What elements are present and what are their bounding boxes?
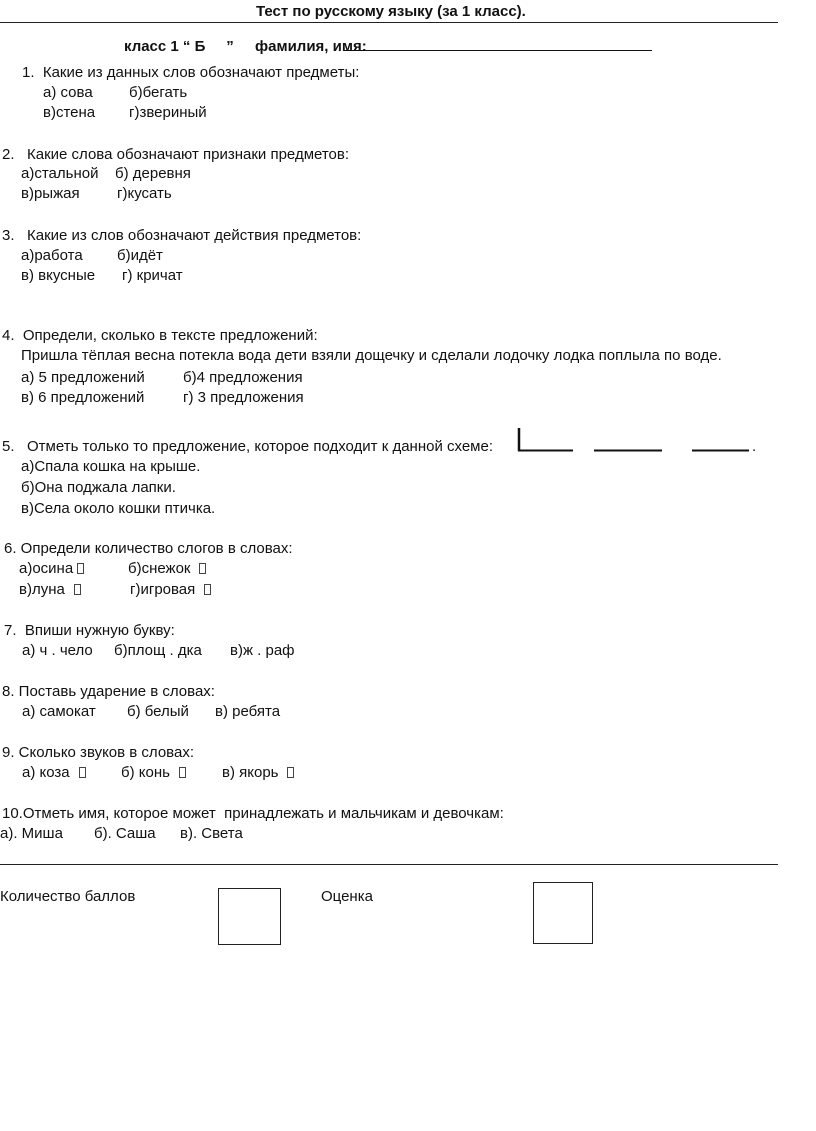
- q4-option-a[interactable]: а) 5 предложений: [21, 369, 145, 386]
- q9-option-b-label: б) конь: [121, 764, 170, 781]
- q5-option-b[interactable]: б)Она поджала лапки.: [21, 479, 176, 496]
- q10-option-c[interactable]: в). Света: [180, 825, 243, 842]
- q9-option-a-label: а) коза: [22, 764, 70, 781]
- q6-option-c-label: в)луна: [19, 581, 65, 598]
- q10-option-a[interactable]: а). Миша: [0, 825, 63, 842]
- q8-option-b[interactable]: б) белый: [127, 703, 189, 720]
- answer-box-icon: [204, 584, 211, 595]
- score-box[interactable]: [218, 888, 281, 945]
- answer-box-icon: [77, 563, 84, 574]
- q2-option-d[interactable]: г)кусать: [117, 185, 172, 202]
- answer-box-icon: [79, 767, 86, 778]
- q5-option-a[interactable]: а)Спала кошка на крыше.: [21, 458, 201, 475]
- q3-option-c[interactable]: в) вкусные: [21, 267, 96, 284]
- q6-option-d[interactable]: [130, 581, 211, 599]
- q4-option-c[interactable]: в) 6 предложений: [21, 389, 145, 406]
- q2-option-b[interactable]: б) деревня: [115, 165, 191, 182]
- q2-option-a[interactable]: а)стальной: [21, 165, 99, 182]
- q6-option-d-label: г)игровая: [130, 581, 196, 598]
- page-title: Тест по русскому языку (за 1 класс).: [256, 3, 526, 20]
- q9-option-b[interactable]: [121, 764, 186, 782]
- q6-option-a[interactable]: [19, 560, 84, 578]
- grade-label: Оценка: [321, 888, 373, 905]
- q7-option-a[interactable]: а) ч . чело: [22, 642, 93, 659]
- q4-option-d[interactable]: г) 3 предложения: [183, 389, 304, 406]
- q6-option-b-label: б)снежок: [128, 560, 191, 577]
- header-divider: [0, 22, 778, 23]
- question-5: 5. Отметь только то предложение, которое подходит к данной схеме:: [2, 438, 493, 455]
- q8-option-c[interactable]: в) ребята: [215, 703, 281, 720]
- q1-option-c[interactable]: в)стена: [43, 104, 96, 121]
- q2-option-c[interactable]: в)рыжая: [21, 185, 80, 202]
- q9-option-c-label: в) якорь: [222, 764, 279, 781]
- question-1: 1. Какие из данных слов обозначают предметы:: [22, 64, 360, 81]
- q1-option-a[interactable]: а) сова: [43, 84, 93, 101]
- answer-box-icon: [199, 563, 206, 574]
- q3-option-b[interactable]: б)идёт: [117, 247, 163, 264]
- question-7: 7. Впиши нужную букву:: [4, 622, 175, 639]
- q5-option-c[interactable]: в)Села около кошки птичка.: [21, 500, 216, 517]
- answer-box-icon: [74, 584, 81, 595]
- footer-divider: [0, 864, 778, 865]
- question-2: 2. Какие слова обозначают признаки предметов:: [2, 146, 350, 163]
- class-label: класс 1 “ Б ”: [124, 38, 234, 55]
- answer-box-icon: [179, 767, 186, 778]
- question-3: 3. Какие из слов обозначают действия предметов:: [2, 227, 362, 244]
- question-9: 9. Сколько звуков в словах:: [2, 744, 194, 761]
- q9-option-a[interactable]: [22, 764, 86, 782]
- q7-option-c[interactable]: в)ж . раф: [230, 642, 295, 659]
- answer-box-icon: [287, 767, 294, 778]
- q4-text: Пришла тёплая весна потекла вода дети взяли дощечку и сделали лодочку лодка поплыла по воде.: [21, 347, 722, 364]
- q3-option-d[interactable]: г) кричат: [122, 267, 183, 284]
- q10-option-b[interactable]: б). Саша: [94, 825, 156, 842]
- q6-option-c[interactable]: [19, 581, 81, 599]
- scheme-end-period: .: [752, 438, 757, 455]
- sentence-scheme: [516, 426, 766, 456]
- question-10: 10.Отметь имя, которое может принадлежать и мальчикам и девочкам:: [2, 805, 504, 822]
- question-4: 4. Определи, сколько в тексте предложений:: [2, 327, 318, 344]
- q7-option-b[interactable]: б)площ . дка: [114, 642, 202, 659]
- q8-option-a[interactable]: а) самокат: [22, 703, 96, 720]
- name-label: фамилия, имя:: [255, 38, 367, 55]
- q3-option-a[interactable]: а)работа: [21, 247, 83, 264]
- q1-option-b[interactable]: б)бегать: [129, 84, 188, 101]
- grade-box[interactable]: [533, 882, 593, 944]
- question-6: 6. Определи количество слогов в словах:: [4, 540, 293, 557]
- q6-option-a-label: а)осина: [19, 560, 74, 577]
- q4-option-b[interactable]: б)4 предложения: [183, 369, 303, 386]
- question-8: 8. Поставь ударение в словах:: [2, 683, 215, 700]
- q9-option-c[interactable]: [222, 764, 294, 782]
- q1-option-d[interactable]: г)звериный: [129, 104, 207, 121]
- name-input-line[interactable]: [344, 50, 652, 51]
- score-label: Количество баллов: [0, 888, 136, 905]
- q6-option-b[interactable]: [128, 560, 206, 578]
